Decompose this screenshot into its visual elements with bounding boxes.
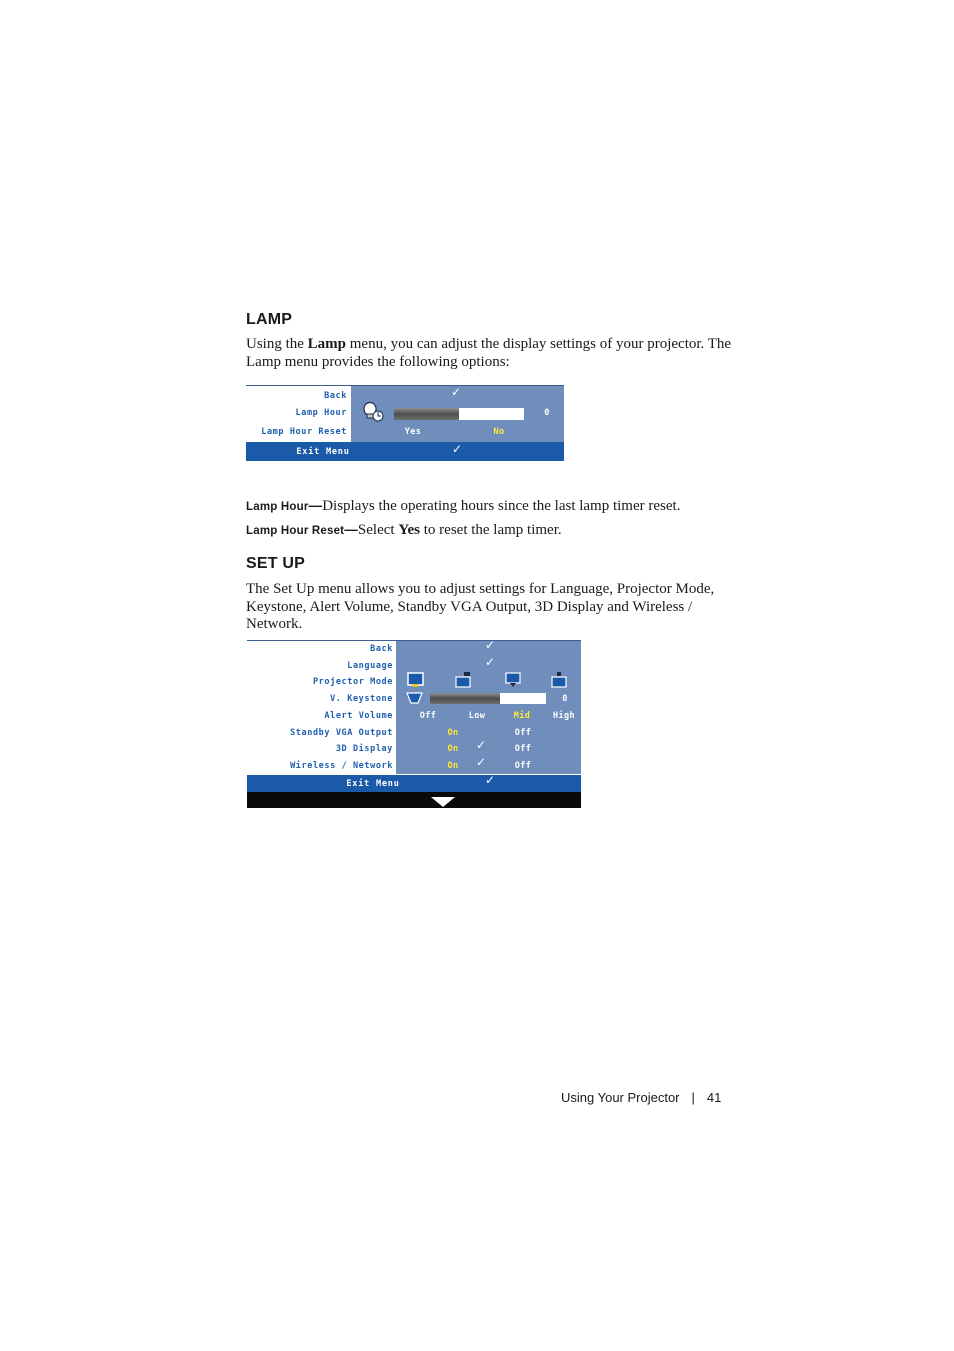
setup-intro: The Set Up menu allows you to adjust settings for Language, Projector Mode, Keystone, Alert Volume, Standby VGA Output, 3D Display and Wireless / Network. [246, 581, 715, 632]
keystone-bar [430, 693, 546, 704]
lamp-intro-text-2: menu, you can adjust the display settings of your projector. The Lamp menu provides the following options: [246, 336, 732, 370]
lamp-reset-yes-option[interactable]: Yes [404, 427, 422, 437]
lamp-heading: LAMP [246, 311, 293, 328]
definition-dash: — [308, 498, 323, 513]
page-footer [561, 1090, 721, 1105]
reset-description-pre: Select [357, 522, 399, 538]
footer-title: Using Your Projector [561, 1090, 680, 1105]
rear-desktop-projection-icon[interactable] [505, 672, 522, 691]
lamp-intro-bold: Lamp [307, 336, 347, 352]
alert-volume-mid-option[interactable]: Mid [513, 711, 531, 721]
rear-ceiling-projection-icon[interactable] [551, 672, 568, 691]
lamp-hour-reset-definition [246, 521, 736, 541]
keystone-bar-fill [430, 693, 500, 704]
setup-menu-standby-vga-output[interactable]: Standby VGA Output [290, 728, 393, 738]
exit-check-icon: ✓ [451, 442, 463, 456]
front-desktop-projection-icon[interactable] [407, 672, 424, 691]
lamp-intro [246, 336, 736, 371]
setup-menu-alert-volume[interactable]: Alert Volume [324, 711, 393, 721]
reset-description-post: to reset the lamp timer. [420, 522, 562, 538]
lamp-reset-no-option[interactable]: No [493, 427, 505, 437]
lamp-menu-lamp-hour[interactable]: Lamp Hour [295, 408, 347, 418]
3d-display-off-option[interactable]: Off [514, 744, 532, 754]
setup-exit-menu[interactable] [247, 775, 581, 792]
triangle-down-icon[interactable] [431, 797, 455, 810]
lamp-osd-menu [246, 385, 564, 461]
lamp-hour-definition [246, 497, 736, 517]
setup-menu-wireless-network[interactable]: Wireless / Network [290, 761, 393, 771]
scroll-down-bar[interactable] [247, 792, 581, 808]
back-check-icon: ✓ [484, 638, 496, 652]
wireless-check-icon: ✓ [475, 755, 487, 769]
3d-display-on-option[interactable]: On [447, 744, 459, 754]
setup-menu-language[interactable]: Language [347, 661, 393, 671]
standby-vga-off-option[interactable]: Off [514, 728, 532, 738]
lamp-hour-bar [394, 408, 524, 420]
front-ceiling-projection-icon[interactable] [455, 672, 472, 691]
lamp-menu-back[interactable]: Back [324, 391, 347, 401]
lamp-exit-menu-label: Exit Menu [296, 447, 350, 457]
back-check-icon: ✓ [450, 385, 462, 399]
lamp-intro-text: Using the [246, 336, 308, 352]
setup-menu-3d-display[interactable]: 3D Display [335, 744, 393, 754]
footer-separator: | [691, 1090, 695, 1105]
setup-exit-menu-label: Exit Menu [346, 779, 400, 789]
keystone-value: 0 [562, 694, 568, 704]
keystone-icon [406, 691, 423, 708]
alert-volume-low-option[interactable]: Low [468, 711, 486, 721]
setup-menu-projector-mode[interactable]: Projector Mode [312, 677, 393, 687]
3d-display-check-icon: ✓ [475, 738, 487, 752]
reset-description-bold: Yes [398, 522, 420, 538]
language-check-icon: ✓ [484, 655, 496, 669]
setup-osd-menu [247, 640, 581, 808]
exit-check-icon: ✓ [484, 773, 496, 787]
alert-volume-off-option[interactable]: Off [419, 711, 437, 721]
lamp-hour-reset-term: Lamp Hour Reset [246, 525, 345, 537]
standby-vga-on-option[interactable]: On [447, 728, 459, 738]
alert-volume-high-option[interactable]: High [552, 711, 576, 721]
wireless-on-option[interactable]: On [447, 761, 459, 771]
wireless-off-option[interactable]: Off [514, 761, 532, 771]
definition-dash: — [344, 522, 358, 537]
lamp-exit-menu[interactable] [246, 442, 564, 461]
setup-menu-back[interactable]: Back [370, 644, 393, 654]
lamp-hour-bar-fill [394, 408, 459, 420]
setup-heading: SET UP [246, 555, 305, 572]
page-number: 41 [706, 1090, 722, 1105]
lamp-menu-lamp-hour-reset[interactable]: Lamp Hour Reset [261, 427, 347, 437]
lamp-bulb-icon [362, 401, 384, 426]
lamp-hour-value: 0 [544, 408, 550, 418]
lamp-hour-description: Displays the operating hours since the last lamp timer reset. [322, 498, 681, 514]
setup-menu-v-keystone[interactable]: V. Keystone [330, 694, 393, 704]
lamp-hour-term: Lamp Hour [246, 501, 309, 513]
